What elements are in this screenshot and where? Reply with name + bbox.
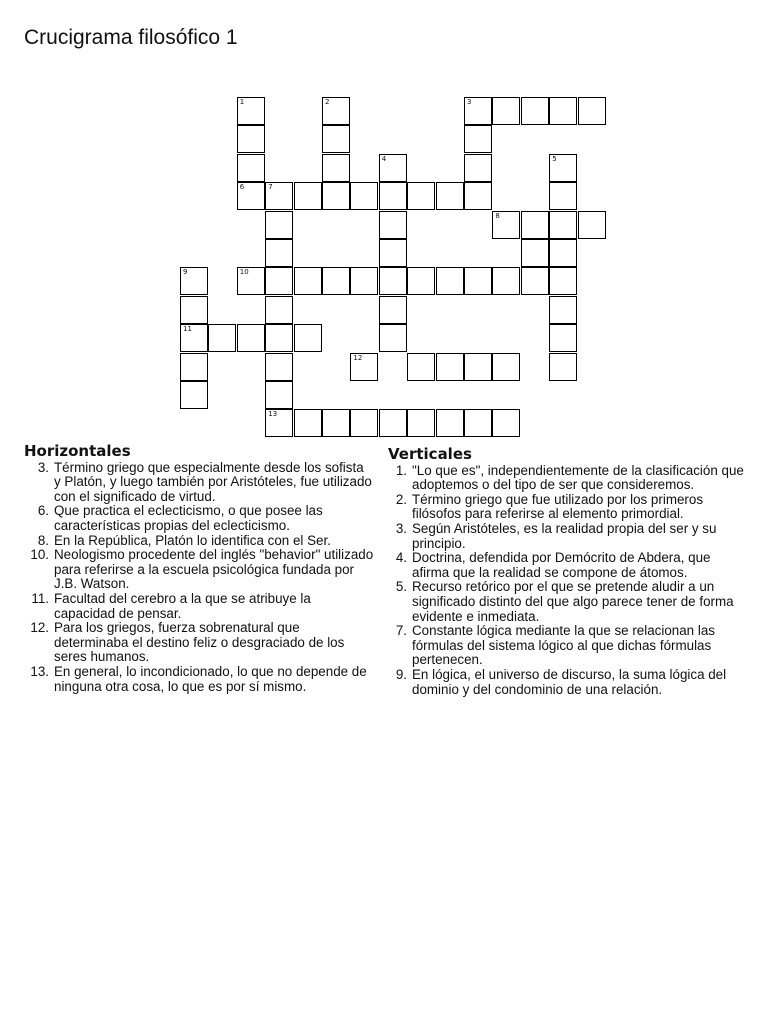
cell-number: 7: [268, 183, 273, 192]
clue-item: [24, 548, 374, 592]
grid-cell[interactable]: [237, 97, 265, 125]
grid-cell[interactable]: [265, 267, 293, 295]
grid-cell[interactable]: [379, 409, 407, 437]
cell-number: 6: [239, 183, 245, 192]
clue-item: [24, 665, 374, 694]
grid-cell[interactable]: [350, 182, 378, 210]
page-title: Crucigrama filosófico 1: [24, 26, 238, 49]
cell-number: 8: [495, 211, 500, 220]
cell-number: 11: [183, 325, 192, 334]
grid-cell[interactable]: [265, 296, 293, 324]
cell-number: 1: [239, 98, 245, 106]
grid-cell[interactable]: [294, 182, 322, 210]
clue-item: [24, 534, 374, 549]
clue-item: [388, 580, 748, 624]
grid-cell[interactable]: [379, 296, 407, 324]
grid-cell[interactable]: [521, 211, 549, 239]
vertical-heading: Verticales: [388, 445, 472, 463]
grid-cell[interactable]: [578, 211, 606, 239]
clue-number: 4.: [395, 550, 407, 566]
grid-cell[interactable]: [322, 125, 350, 153]
grid-cell[interactable]: [350, 409, 378, 437]
grid-cell[interactable]: [180, 381, 208, 409]
grid-cell[interactable]: [521, 97, 549, 125]
grid-cell[interactable]: [407, 182, 435, 210]
clue-text: Doctrina, defendida por Demócrito de Abdera, que afirma que la realidad se compone de átomos.: [412, 550, 711, 580]
cell-number: 12: [353, 353, 363, 362]
grid-cell[interactable]: [379, 182, 407, 210]
grid-cell[interactable]: [322, 154, 350, 182]
cell-number: 9: [183, 268, 188, 277]
grid-cell[interactable]: [436, 409, 464, 437]
grid-cell[interactable]: [265, 211, 293, 239]
clue-item: [388, 624, 748, 668]
grid-cell[interactable]: [407, 409, 435, 437]
grid-cell[interactable]: [265, 409, 293, 437]
grid-cell[interactable]: [578, 97, 606, 125]
clue-number: 1.: [395, 462, 407, 478]
cell-number: 5: [552, 154, 557, 163]
grid-cell[interactable]: [549, 267, 577, 295]
grid-cell[interactable]: [265, 353, 293, 381]
grid-cell[interactable]: [464, 182, 492, 210]
clue-item: [388, 464, 748, 493]
clue-item: [24, 621, 374, 665]
grid-cell[interactable]: [379, 154, 407, 182]
grid-cell[interactable]: [180, 353, 208, 381]
clue-text: Constante lógica mediante la que se relacionan las fórmulas del sistema lógico al que dichas fórmulas pertenecen.: [412, 623, 715, 668]
grid-cell[interactable]: [265, 381, 293, 409]
grid-cell[interactable]: [237, 267, 265, 295]
grid-cell[interactable]: [180, 267, 208, 295]
clue-number: 7.: [395, 623, 407, 639]
grid-cell[interactable]: [549, 211, 577, 239]
grid-cell[interactable]: [549, 239, 577, 267]
clue-text: En lógica, el universo de discurso, la suma lógica del dominio y del condominio de una relación.: [412, 666, 727, 697]
grid-cell[interactable]: [521, 267, 549, 295]
grid-cell[interactable]: [436, 267, 464, 295]
grid-cell[interactable]: [464, 267, 492, 295]
grid-cell[interactable]: [350, 353, 378, 381]
grid-cell[interactable]: [379, 324, 407, 352]
grid-cell[interactable]: [294, 324, 322, 352]
horizontal-heading: Horizontales: [24, 442, 131, 460]
grid-cell[interactable]: [464, 154, 492, 182]
grid-cell[interactable]: [350, 267, 378, 295]
grid-cell[interactable]: [265, 324, 293, 352]
grid-cell[interactable]: [379, 211, 407, 239]
grid-cell[interactable]: [322, 409, 350, 437]
cell-number: 2: [325, 98, 330, 106]
clue-number: 5.: [395, 579, 407, 595]
clue-text: Para los griegos, fuerza sobrenatural que determinaba el destino feliz o desgraciado de los seres humanos.: [54, 620, 345, 665]
grid-cell[interactable]: [492, 267, 520, 295]
clue-number: 12.: [30, 620, 49, 636]
clue-text: Término griego que fue utilizado por los primeros filósofos para referirse al elemento primordial.: [412, 491, 704, 522]
grid-cell[interactable]: [379, 267, 407, 295]
grid-cell[interactable]: [322, 97, 350, 125]
grid-cell[interactable]: [407, 267, 435, 295]
grid-cell[interactable]: [407, 353, 435, 381]
grid-cell[interactable]: [549, 324, 577, 352]
clue-number: 6.: [37, 503, 49, 519]
clue-item: [388, 551, 748, 580]
grid-cell[interactable]: [180, 296, 208, 324]
clue-text: Que practica el eclecticismo, o que posee las características propias del eclecticismo.: [54, 503, 323, 533]
grid-cell[interactable]: [379, 239, 407, 267]
clue-text: "Lo que es", independientemente de la clasificación que adoptemos o del tipo de ser que consideremos.: [412, 462, 744, 493]
grid-cell[interactable]: [436, 353, 464, 381]
cell-number: 3: [467, 98, 472, 106]
vertical-clues: [388, 447, 748, 697]
clue-text: Según Aristóteles, es la realidad propia del ser y su principio.: [412, 520, 717, 551]
clue-item: [388, 493, 748, 522]
clue-item: [24, 461, 374, 505]
grid-cell[interactable]: [237, 324, 265, 352]
grid-cell[interactable]: [521, 239, 549, 267]
grid-cell[interactable]: [322, 267, 350, 295]
vertical-clue-list: [388, 464, 748, 698]
grid-cell[interactable]: [549, 154, 577, 182]
crossword-grid: [0, 0, 768, 440]
cell-number: 10: [239, 268, 249, 277]
grid-cell[interactable]: [549, 296, 577, 324]
grid-cell[interactable]: [464, 125, 492, 153]
cell-number: 4: [381, 154, 387, 163]
clue-number: 3.: [395, 520, 407, 536]
clue-number: 10.: [30, 547, 49, 563]
horizontal-clues: [24, 444, 374, 694]
grid-cell[interactable]: [294, 267, 322, 295]
grid-cell[interactable]: [208, 324, 236, 352]
clue-item: [24, 592, 374, 621]
grid-cell[interactable]: [265, 182, 293, 210]
clue-number: 8.: [37, 532, 49, 548]
grid-cell[interactable]: [492, 409, 520, 437]
grid-cell[interactable]: [237, 125, 265, 153]
grid-cell[interactable]: [237, 182, 265, 210]
grid-cell[interactable]: [549, 182, 577, 210]
clue-number: 11.: [31, 590, 49, 606]
grid-cell[interactable]: [237, 154, 265, 182]
clue-number: 2.: [395, 491, 407, 507]
grid-cell[interactable]: [492, 353, 520, 381]
grid-cell[interactable]: [464, 97, 492, 125]
clue-text: En general, lo incondicionado, lo que no depende de ninguna otra cosa, lo que es por sí mismo.: [54, 663, 367, 694]
grid-cell[interactable]: [464, 353, 492, 381]
clue-text: Facultad del cerebro a la que se atribuye la capacidad de pensar.: [54, 590, 311, 621]
grid-cell[interactable]: [294, 409, 322, 437]
grid-cell[interactable]: [549, 97, 577, 125]
horizontal-clue-list: [24, 461, 374, 695]
clue-text: Recurso retórico por el que se pretende aludir a un significado distinto del que algo parece tener de forma evidente e inmediata.: [412, 579, 734, 624]
clue-item: [24, 504, 374, 533]
clue-item: [388, 522, 748, 551]
clue-text: En la República, Platón lo identifica con el Ser.: [54, 532, 331, 548]
grid-cell[interactable]: [492, 211, 520, 239]
clue-item: [388, 668, 748, 697]
clue-text: Término griego que especialmente desde los sofista y Platón, y luego también por Aristóteles, fue utilizado con el significado de virtud.: [54, 459, 372, 504]
clue-number: 13.: [30, 663, 49, 679]
grid-cell[interactable]: [549, 353, 577, 381]
grid-cell[interactable]: [180, 324, 208, 352]
clue-number: 3.: [37, 459, 49, 475]
grid-cell[interactable]: [322, 182, 350, 210]
clue-text: Neologismo procedente del inglés "behavior" utilizado para referirse a la escuela psicológica fundada por J.B. Watson.: [54, 547, 374, 592]
grid-cell[interactable]: [265, 239, 293, 267]
grid-cell[interactable]: [436, 182, 464, 210]
grid-cell[interactable]: [464, 409, 492, 437]
grid-cell[interactable]: [492, 97, 520, 125]
cell-number: 13: [268, 410, 278, 419]
clue-number: 9.: [395, 666, 407, 682]
